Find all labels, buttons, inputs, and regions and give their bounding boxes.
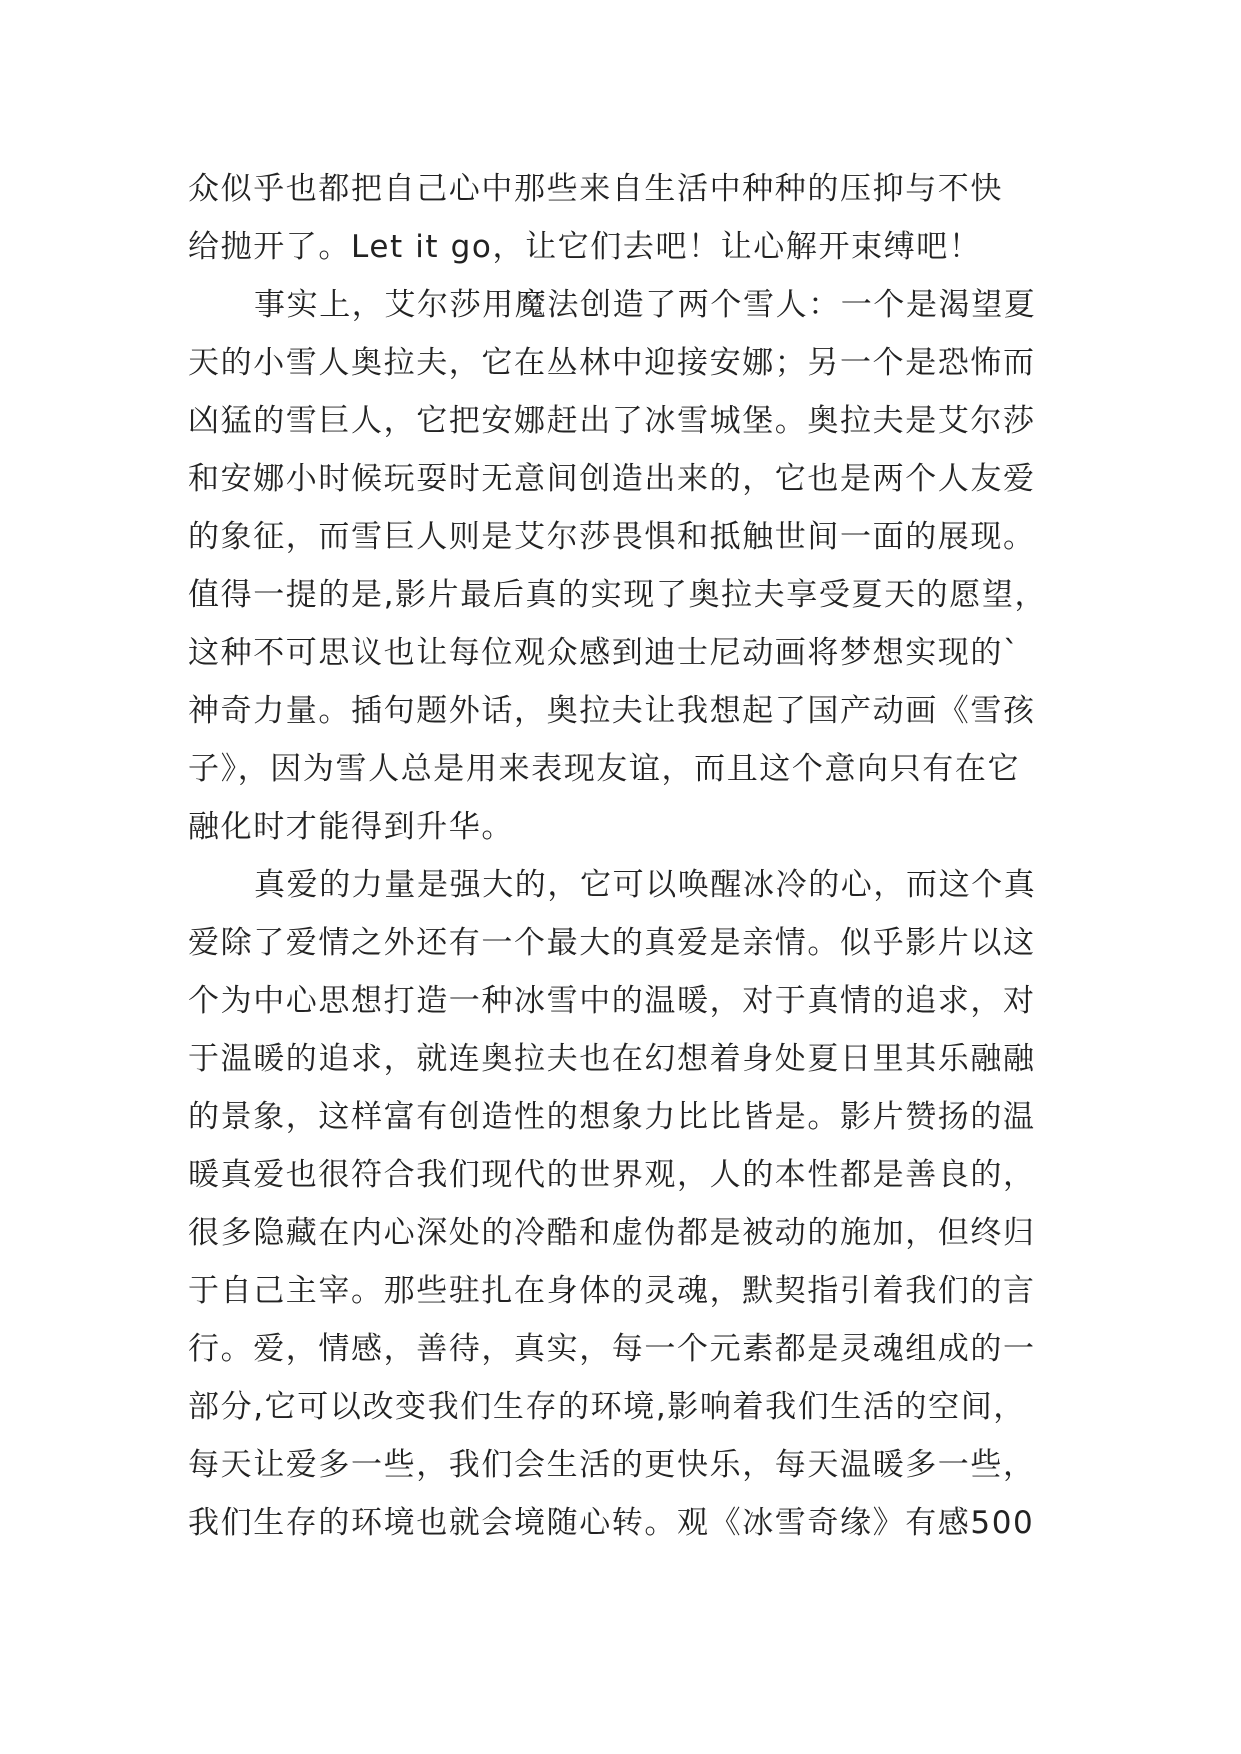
text-line: 行。爱，情感，善待，真实，每一个元素都是灵魂组成的一 <box>188 1331 1036 1367</box>
text-line: 于温暖的追求，就连奥拉夫也在幻想着身处夏日里其乐融融 <box>188 1041 1036 1077</box>
text-line: 给抛开了。Let it go，让它们去吧！让心解开束缚吧！ <box>188 229 982 265</box>
text-line: 我们生存的环境也就会境随心转。观《冰雪奇缘》有感500 <box>188 1505 1035 1541</box>
text-line: 的象征，而雪巨人则是艾尔莎畏惧和抵触世间一面的展现。 <box>188 519 1036 555</box>
text-line: 众似乎也都把自己心中那些来自生活中种种的压抑与不快 <box>188 171 1003 207</box>
text-line: 爱除了爱情之外还有一个最大的真爱是亲情。似乎影片以这 <box>188 925 1036 961</box>
text-line: 这种不可思议也让每位观众感到迪士尼动画将梦想实现的` <box>188 635 1021 671</box>
paragraph-first-line: 真爱的力量是强大的，它可以唤醒冰冷的心，而这个真 <box>254 867 1037 903</box>
text-line: 和安娜小时候玩耍时无意间创造出来的，它也是两个人友爱 <box>188 461 1036 497</box>
text-line: 很多隐藏在内心深处的冷酷和虚伪都是被动的施加，但终归 <box>188 1215 1036 1251</box>
document-body <box>188 160 1068 1552</box>
text-line: 神奇力量。插句题外话，奥拉夫让我想起了国产动画《雪孩 <box>188 693 1036 729</box>
text-line: 部分,它可以改变我们生存的环境,影响着我们生活的空间， <box>188 1389 1026 1425</box>
text-line: 凶猛的雪巨人，它把安娜赶出了冰雪城堡。奥拉夫是艾尔莎 <box>188 403 1036 439</box>
text-line: 值得一提的是,影片最后真的实现了奥拉夫享受夏天的愿望， <box>188 577 1048 613</box>
text-line: 天的小雪人奥拉夫，它在丛林中迎接安娜；另一个是恐怖而 <box>188 345 1036 381</box>
text-line: 于自己主宰。那些驻扎在身体的灵魂，默契指引着我们的言 <box>188 1273 1036 1309</box>
paragraph-first-line: 事实上，艾尔莎用魔法创造了两个雪人：一个是渴望夏 <box>254 287 1037 323</box>
text-line: 子》，因为雪人总是用来表现友谊，而且这个意向只有在它 <box>188 751 1021 787</box>
text-line: 融化时才能得到升华。 <box>188 809 514 845</box>
text-line: 暖真爱也很符合我们现代的世界观，人的本性都是善良的， <box>188 1157 1036 1193</box>
text-line: 的景象，这样富有创造性的想象力比比皆是。影片赞扬的温 <box>188 1099 1036 1135</box>
text-line: 个为中心思想打造一种冰雪中的温暖，对于真情的追求，对 <box>188 983 1036 1019</box>
text-line: 每天让爱多一些，我们会生活的更快乐，每天温暖多一些， <box>188 1447 1036 1483</box>
